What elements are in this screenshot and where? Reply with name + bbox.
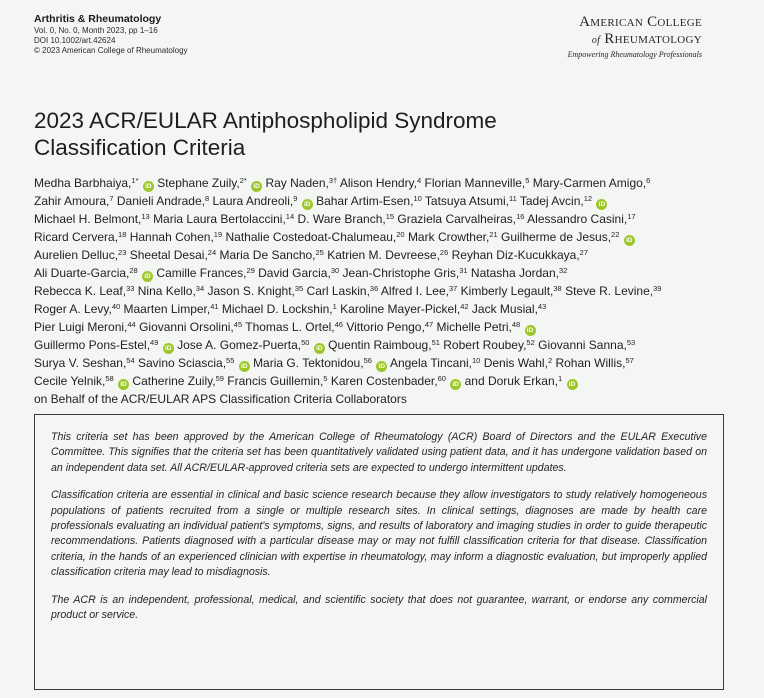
orcid-icon[interactable]: iD — [302, 199, 313, 210]
author-name: Jason S. Knight, — [207, 284, 295, 298]
author[interactable] — [34, 356, 135, 370]
orcid-icon[interactable]: iD — [596, 199, 607, 210]
author-name: Karoline Mayer-Pickel, — [340, 302, 461, 316]
orcid-icon[interactable]: iD — [314, 343, 325, 354]
author[interactable] — [340, 176, 421, 190]
affiliation-number: 9 — [293, 194, 298, 203]
journal-header — [34, 13, 188, 56]
affiliation-number: 5 — [323, 374, 328, 383]
author-name: Natasha Jordan, — [470, 266, 559, 280]
author[interactable] — [328, 338, 440, 352]
author-name: Pier Luigi Meroni, — [34, 320, 128, 334]
author-name: Jean-Christophe Gris, — [342, 266, 460, 280]
affiliation-number: 14 — [285, 212, 295, 221]
affiliation-number: 30 — [330, 266, 340, 275]
orcid-icon[interactable]: iD — [251, 181, 262, 192]
affiliation-number: 18 — [118, 230, 127, 239]
author[interactable] — [253, 356, 387, 370]
author[interactable] — [465, 374, 578, 388]
orcid-icon[interactable]: iD — [143, 181, 154, 192]
author-name: Michelle Petri, — [436, 320, 512, 334]
author-name: Alessandro Casini, — [527, 212, 628, 226]
logo-line1: American College — [579, 14, 702, 30]
author-name: Zahir Amoura, — [34, 194, 110, 208]
affiliation-number: 43 — [537, 302, 547, 311]
author[interactable] — [34, 338, 174, 352]
author-name: Vittorio Pengo, — [346, 320, 425, 334]
affiliation-number: 54 — [126, 356, 135, 365]
affiliation-number: 33 — [126, 284, 135, 293]
affiliation-number: 22 — [611, 230, 620, 239]
collaborators-line: on Behalf of the ACR/EULAR APS Classification Criteria Collaborators — [34, 392, 407, 406]
author[interactable] — [177, 338, 325, 352]
author-name: Nina Kello, — [137, 284, 196, 298]
orcid-icon[interactable]: iD — [567, 379, 578, 390]
affiliation-number: 49 — [150, 338, 159, 347]
author-name: Surya V. Seshan, — [34, 356, 127, 370]
orcid-icon[interactable]: iD — [450, 379, 461, 390]
affiliation-number: 2 — [547, 356, 553, 365]
author[interactable] — [138, 356, 250, 370]
author-name: Maria G. Tektonidou, — [253, 356, 364, 370]
author[interactable] — [520, 194, 608, 208]
author[interactable] — [153, 212, 294, 226]
author[interactable] — [117, 194, 209, 208]
affiliation-number: 13 — [141, 212, 150, 221]
author[interactable] — [34, 248, 126, 262]
affiliation-number: 24 — [207, 248, 217, 257]
author[interactable] — [222, 302, 337, 316]
affiliation-number: 11 — [508, 194, 517, 203]
affiliation-number: 46 — [334, 320, 343, 329]
author[interactable] — [425, 176, 530, 190]
author-name: Guillermo Pons-Estel, — [34, 338, 151, 352]
author[interactable] — [501, 230, 635, 244]
author-name: Catherine Zuily, — [132, 374, 216, 388]
author-name: Rebecca K. Leaf, — [34, 284, 127, 298]
affiliation-number: 23 — [118, 248, 127, 257]
author[interactable] — [533, 176, 651, 190]
affiliation-number: 27 — [579, 248, 589, 257]
author-name: Nathalie Costedoat-Chalumeau, — [225, 230, 397, 244]
affiliation-number: 53 — [626, 338, 636, 347]
author-name: Florian Manneville, — [424, 176, 526, 190]
author-name: Denis Wahl, — [483, 356, 548, 370]
author-name: Thomas L. Ortel, — [245, 320, 335, 334]
affiliation-number: 57 — [625, 356, 634, 365]
author-name: Giovanni Orsolini, — [139, 320, 234, 334]
author[interactable] — [34, 374, 129, 388]
author-name: Steve R. Levine, — [565, 284, 654, 298]
notice-paragraph-3: The ACR is an independent, professional, medical, and scientific society that does not guarantee, warrant, or endorse any commercial product or service. — [51, 593, 707, 622]
affiliation-number: 60 — [437, 374, 446, 383]
affiliation-number: 21 — [489, 230, 498, 239]
affiliation-number: 56 — [363, 356, 372, 365]
author[interactable] — [225, 230, 404, 244]
affiliation-number: 45 — [233, 320, 243, 329]
affiliation-number: 4 — [417, 176, 422, 185]
title-line-2: Classification Criteria — [34, 135, 246, 160]
copyright: © 2023 American College of Rheumatology — [34, 46, 188, 55]
author-name: Sheetal Desai, — [129, 248, 208, 262]
affiliation-number: 52 — [526, 338, 535, 347]
author-name: Jack Musial, — [471, 302, 538, 316]
affiliation-number: 5 — [525, 176, 530, 185]
author[interactable] — [34, 194, 114, 208]
author-name: Ricard Cervera, — [34, 230, 119, 244]
author[interactable] — [437, 320, 536, 334]
affiliation-number: 10 — [413, 194, 422, 203]
author[interactable] — [316, 194, 422, 208]
author-name: D. Ware Branch, — [297, 212, 386, 226]
notice-paragraph-1: This criteria set has been approved by the American College of Rheumatology (ACR) Board of Directors and the EULAR Executive Committee. This signifies that the criteria set has been quantitatively validated using patient data, and it has undergone validation based on an independent data set. All ACR/EULAR-approved criteria sets are expected to undergo intermittent updates. — [51, 431, 707, 474]
doi-link[interactable]: DOI 10.1002/art.42624 — [34, 36, 116, 45]
author[interactable] — [157, 176, 262, 190]
logo-line2 — [568, 31, 702, 49]
affiliation-number: 1 — [332, 302, 337, 311]
author-name: Ray Naden, — [265, 176, 329, 190]
author-name: Mark Crowther, — [407, 230, 490, 244]
author[interactable] — [484, 356, 552, 370]
affiliation-number: 3† — [328, 176, 338, 185]
author[interactable] — [397, 212, 524, 226]
affiliation-number: 16 — [516, 212, 525, 221]
logo-rheumatology: Rheumatology — [604, 31, 702, 47]
orcid-icon[interactable]: iD — [376, 361, 387, 372]
author-name: Bahar Artim-Esen, — [316, 194, 414, 208]
affiliation-number: 59 — [215, 374, 224, 383]
author-name: Roger A. Levy, — [34, 302, 112, 316]
article-title — [34, 107, 674, 161]
author-name: Mary-Carmen Amigo, — [532, 176, 647, 190]
author-name: Maria De Sancho, — [219, 248, 316, 262]
author[interactable] — [34, 266, 153, 280]
author[interactable] — [408, 230, 498, 244]
affiliation-number: 2* — [239, 176, 247, 185]
affiliation-number: 25 — [315, 248, 324, 257]
affiliation-number: 42 — [460, 302, 469, 311]
affiliation-number: 6 — [646, 176, 651, 185]
affiliation-number: 26 — [439, 248, 449, 257]
author[interactable] — [130, 248, 216, 262]
author-name: Rohan Willis, — [555, 356, 626, 370]
author[interactable] — [34, 302, 120, 316]
author-name: Alfred I. Lee, — [380, 284, 449, 298]
affiliation-number: 12 — [583, 194, 593, 203]
author-name: Angela Tincani, — [389, 356, 472, 370]
author[interactable] — [381, 284, 457, 298]
author[interactable] — [472, 302, 546, 316]
affiliation-number: 28 — [129, 266, 138, 275]
affiliation-number: 38 — [553, 284, 562, 293]
author[interactable] — [139, 320, 242, 334]
author-name: Kimberly Legault, — [460, 284, 554, 298]
author[interactable] — [130, 230, 222, 244]
orcid-icon[interactable]: iD — [525, 325, 536, 336]
author-name: Michael H. Belmont, — [34, 212, 142, 226]
author[interactable] — [227, 374, 327, 388]
orcid-icon[interactable]: iD — [624, 235, 635, 246]
author[interactable] — [555, 356, 633, 370]
affiliation-number: 55 — [226, 356, 235, 365]
author[interactable] — [34, 284, 134, 298]
affiliation-number: 32 — [558, 266, 568, 275]
author[interactable] — [258, 266, 339, 280]
acr-logo — [568, 14, 702, 60]
author-name: Tatsuya Atsumi, — [424, 194, 509, 208]
author[interactable] — [452, 248, 588, 262]
affiliation-number: 39 — [653, 284, 662, 293]
author-name: Hannah Cohen, — [129, 230, 214, 244]
author[interactable] — [461, 284, 562, 298]
author[interactable] — [327, 248, 448, 262]
author-name: Graziela Carvalheiras, — [397, 212, 517, 226]
author-name: Maarten Limper, — [123, 302, 211, 316]
author-name: Ali Duarte-Garcia, — [34, 266, 130, 280]
orcid-icon[interactable]: iD — [239, 361, 250, 372]
author-name: Karen Costenbader, — [330, 374, 438, 388]
author[interactable] — [346, 320, 433, 334]
author[interactable] — [343, 266, 468, 280]
author[interactable] — [34, 320, 136, 334]
author[interactable] — [34, 212, 150, 226]
author[interactable] — [156, 266, 254, 280]
author[interactable] — [340, 302, 468, 316]
author[interactable] — [245, 320, 343, 334]
author-name: Cecile Yelnik, — [34, 374, 106, 388]
author-name: Guilherme de Jesus, — [500, 230, 612, 244]
affiliation-number: 36 — [369, 284, 379, 293]
author[interactable] — [207, 284, 303, 298]
author-name: Francis Guillemin, — [227, 374, 324, 388]
affiliation-number: 47 — [424, 320, 434, 329]
author-name: Danieli Andrade, — [116, 194, 205, 208]
author[interactable] — [132, 374, 224, 388]
affiliation-number: 29 — [246, 266, 255, 275]
affiliation-number: 37 — [448, 284, 458, 293]
author[interactable] — [138, 284, 204, 298]
affiliation-number: 50 — [301, 338, 310, 347]
author-name: Katrien M. Devreese, — [327, 248, 440, 262]
author[interactable] — [297, 212, 394, 226]
affiliation-number: 15 — [385, 212, 395, 221]
affiliation-number: 10 — [472, 356, 481, 365]
approval-notice-box — [34, 414, 724, 690]
author[interactable] — [34, 230, 126, 244]
author-name: Giovanni Sanna, — [538, 338, 627, 352]
orcid-icon[interactable]: iD — [142, 271, 153, 282]
author-name: Laura Andreoli, — [212, 194, 294, 208]
affiliation-number: 1 — [557, 374, 563, 383]
affiliation-number: 19 — [213, 230, 223, 239]
author[interactable] — [331, 374, 461, 388]
author[interactable] — [124, 302, 219, 316]
author-name: and Doruk Erkan, — [464, 374, 558, 388]
author-name: Aurelien Delluc, — [34, 248, 119, 262]
affiliation-number: 40 — [111, 302, 121, 311]
affiliation-number: 48 — [511, 320, 521, 329]
affiliation-number: 8 — [204, 194, 210, 203]
affiliation-number: 34 — [195, 284, 205, 293]
author[interactable] — [34, 176, 154, 190]
author-name: Michael D. Lockshin, — [221, 302, 333, 316]
affiliation-number: 35 — [294, 284, 304, 293]
affiliation-number: 58 — [105, 374, 114, 383]
affiliation-number: 7 — [109, 194, 114, 203]
affiliation-number: 51 — [431, 338, 440, 347]
affiliation-number: 17 — [627, 212, 636, 221]
title-line-1: 2023 ACR/EULAR Antiphospholipid Syndrome — [34, 108, 497, 133]
journal-name: Arthritis & Rheumatology — [34, 13, 162, 25]
author-name: Camille Frances, — [156, 266, 247, 280]
author-list — [34, 174, 719, 408]
author-name: Reyhan Diz-Kucukkaya, — [451, 248, 580, 262]
affiliation-number: 31 — [459, 266, 468, 275]
affiliation-number: 41 — [210, 302, 219, 311]
author-name: Quentin Raimboug, — [328, 338, 432, 352]
author[interactable] — [443, 338, 535, 352]
author[interactable] — [307, 284, 379, 298]
author-name: Stephane Zuily, — [157, 176, 240, 190]
volume-info: Vol. 0, No. 0, Month 2023, pp 1–16 — [34, 26, 158, 35]
author[interactable] — [527, 212, 635, 226]
author-name: Carl Laskin, — [306, 284, 370, 298]
affiliation-number: 20 — [396, 230, 405, 239]
affiliation-number: 1* — [131, 176, 139, 185]
author[interactable] — [265, 176, 337, 190]
author-name: Robert Roubey, — [443, 338, 527, 352]
logo-tagline: Empowering Rheumatology Professionals — [567, 50, 702, 59]
author-name: Jose A. Gomez-Puerta, — [177, 338, 302, 352]
author[interactable] — [565, 284, 661, 298]
author-name: Savino Sciascia, — [137, 356, 227, 370]
author[interactable] — [425, 194, 517, 208]
author-name: Medha Barbhaiya, — [34, 176, 132, 190]
author-name: Tadej Avcin, — [519, 194, 584, 208]
orcid-icon[interactable]: iD — [163, 343, 174, 354]
author[interactable] — [538, 338, 635, 352]
author-name: Maria Laura Bertolaccini, — [153, 212, 286, 226]
author-name: Alison Hendry, — [339, 176, 418, 190]
notice-paragraph-2: Classification criteria are essential in clinical and basic science research because they allow investigators to study relatively homogeneous populations of patients recruited from a single or multiple research sites. In clinical settings, diagnoses are made by health care professionals evaluating an individual patient's symptoms, signs, and results of laboratory and imaging studies in order to guide therapeutic recommendations. Patients diagnosed with a particular disease may or may not fulfill classification criteria for that disease. Classification criteria, in the hands of an experienced clinician with expertise in rheumatology, may inform a diagnostic evaluation, but improperly applied classification criteria may lead to misdiagnosis. — [51, 489, 707, 579]
affiliation-number: 44 — [127, 320, 136, 329]
logo-of: of — [591, 35, 601, 46]
author[interactable] — [219, 248, 323, 262]
author[interactable] — [212, 194, 312, 208]
author[interactable] — [471, 266, 567, 280]
orcid-icon[interactable]: iD — [118, 379, 129, 390]
author[interactable] — [390, 356, 480, 370]
author-name: David Garcia, — [258, 266, 331, 280]
